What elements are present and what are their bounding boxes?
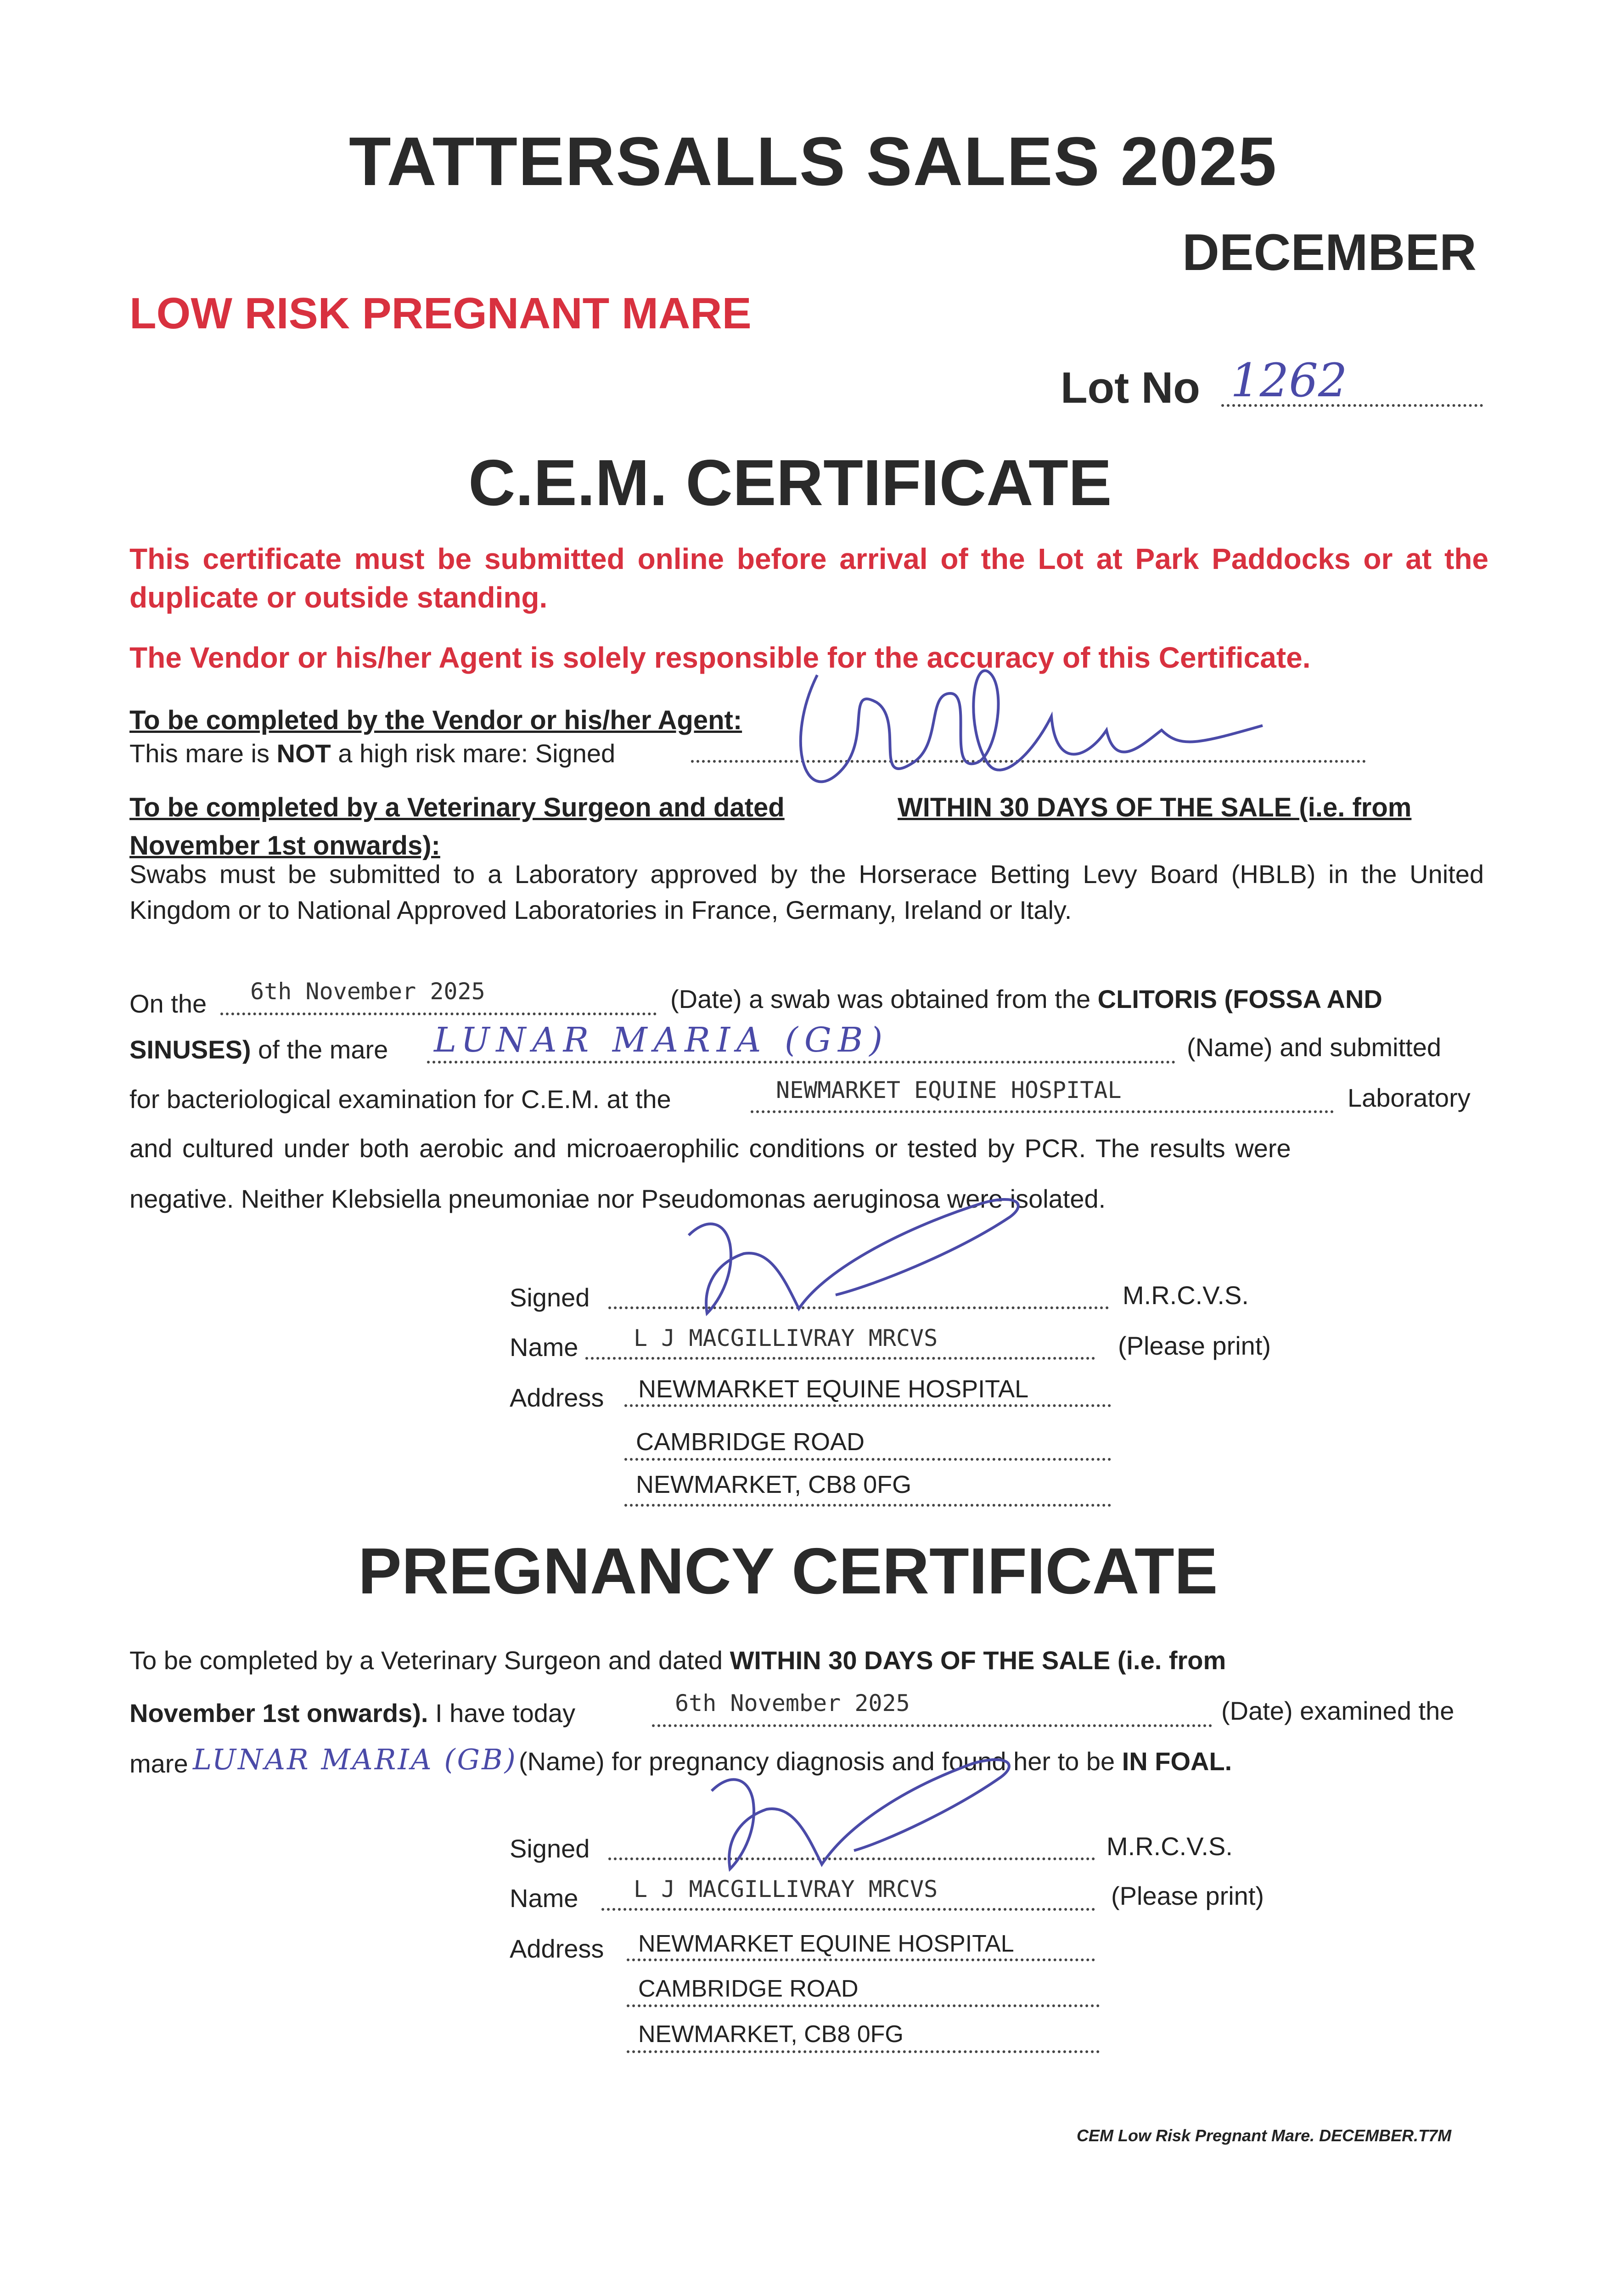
cem-name-submitted: (Name) and submitted bbox=[1187, 1033, 1442, 1062]
preg-address-dotline-3[interactable] bbox=[627, 2050, 1100, 2053]
preg-name-dotline[interactable] bbox=[601, 1908, 1095, 1911]
cem-address-dotline-3[interactable] bbox=[624, 1504, 1111, 1507]
lot-label: Lot No bbox=[1061, 363, 1200, 412]
cem-date-dotline[interactable] bbox=[220, 1013, 657, 1015]
preg-line2 bbox=[129, 1697, 575, 1730]
cem-lab-value: NEWMARKET EQUINE HOSPITAL bbox=[776, 1077, 1122, 1103]
preg-name-value: L J MACGILLIVRAY MRCVS bbox=[634, 1876, 938, 1902]
vendor-line-a: This mare is bbox=[129, 739, 277, 768]
vendor-line-not: NOT bbox=[276, 739, 331, 768]
cem-mrcvs: M.R.C.V.S. bbox=[1123, 1281, 1249, 1310]
preg-line2-c: (Date) examined the bbox=[1221, 1696, 1455, 1725]
preg-line2-b: I have today bbox=[428, 1699, 576, 1728]
preg-mare-label: mare bbox=[129, 1749, 188, 1778]
month-label: DECEMBER bbox=[1182, 224, 1477, 281]
vet-heading-emphasis bbox=[898, 792, 1411, 823]
preg-line1-a: To be completed by a Veterinary Surgeon and dated bbox=[129, 1646, 730, 1675]
cem-please-print: (Please print) bbox=[1118, 1331, 1271, 1360]
preg-address-line-1: NEWMARKET EQUINE HOSPITAL bbox=[638, 1930, 1014, 1957]
cem-signed-label: Signed bbox=[510, 1283, 590, 1312]
cultured-text: and cultured under both aerobic and microaerophilic conditions or tested by PCR. The results were bbox=[129, 1134, 1291, 1163]
preg-date-value: 6th November 2025 bbox=[675, 1690, 910, 1716]
preg-address-dotline-2[interactable] bbox=[627, 2004, 1100, 2007]
vet-heading-b1: WITHIN 30 DAYS OF THE SALE (i.e. from bbox=[898, 793, 1412, 822]
on-the-label: On the bbox=[129, 989, 207, 1018]
vendor-signature bbox=[776, 625, 1281, 817]
cem-notice-submit: This certificate must be submitted online before arrival of the Lot at Park Paddocks or at the duplicate or outside standing. bbox=[129, 542, 1488, 614]
cem-lab-dotline[interactable] bbox=[751, 1110, 1334, 1113]
cem-address-dotline-2[interactable] bbox=[624, 1458, 1111, 1461]
swab-requirements: Swabs must be submitted to a Laboratory approved by the Horserace Betting Levy Board (HBLB) in the United Kingdom or to National Approved Laboratories in France, Germany, Ireland or Italy. bbox=[129, 860, 1484, 924]
laboratory-label: Laboratory bbox=[1348, 1083, 1471, 1112]
preg-mare-name: LUNAR MARIA (GB) bbox=[193, 1743, 517, 1776]
preg-name-label: Name bbox=[510, 1884, 578, 1913]
mare-line bbox=[129, 1033, 388, 1067]
cem-address-line-3: NEWMARKET, CB8 0FG bbox=[636, 1471, 912, 1498]
category-label: LOW RISK PREGNANT MARE bbox=[129, 289, 752, 338]
in-foal-label: IN FOAL. bbox=[1122, 1747, 1232, 1776]
main-title: TATTERSALLS SALES 2025 bbox=[349, 123, 1278, 200]
cem-mare-name: LUNAR MARIA (GB) bbox=[434, 1020, 889, 1060]
cem-name-dotline[interactable] bbox=[585, 1357, 1095, 1360]
vet-heading-line2: November 1st onwards): bbox=[129, 831, 440, 861]
preg-mrcvs: M.R.C.V.S. bbox=[1106, 1832, 1233, 1861]
cem-name-value: L J MACGILLIVRAY MRCVS bbox=[634, 1325, 938, 1351]
cem-title: C.E.M. CERTIFICATE bbox=[468, 446, 1112, 519]
of-the-mare: of the mare bbox=[251, 1035, 388, 1064]
preg-line2-a: November 1st onwards). bbox=[129, 1699, 428, 1728]
footer-reference: CEM Low Risk Pregnant Mare. DECEMBER.T7M bbox=[1077, 2126, 1452, 2145]
vendor-line bbox=[129, 737, 615, 771]
preg-line1-b: WITHIN 30 DAYS OF THE SALE (i.e. from bbox=[730, 1646, 1226, 1675]
cem-notice-responsibility: The Vendor or his/her Agent is solely responsible for the accuracy of this Certificate. bbox=[129, 641, 1311, 674]
cem-date-after-text: (Date) a swab was obtained from the bbox=[670, 985, 1098, 1013]
preg-address-dotline-1[interactable] bbox=[627, 1958, 1095, 1961]
negative-text: negative. Neither Klebsiella pneumoniae nor Pseudomonas aeruginosa were isolated. bbox=[129, 1184, 1106, 1213]
sinuses-label: SINUSES) bbox=[129, 1035, 251, 1064]
cem-address-line-2: CAMBRIDGE ROAD bbox=[636, 1428, 865, 1456]
cem-vet-signature bbox=[634, 1176, 1047, 1332]
lot-number: 1262 bbox=[1230, 354, 1348, 407]
cem-address-dotline-1[interactable] bbox=[624, 1404, 1111, 1407]
vet-heading-a: To be completed by a Veterinary Surgeon and dated bbox=[129, 793, 785, 822]
vendor-line-b: a high risk mare: Signed bbox=[331, 739, 616, 768]
cem-mare-dotline[interactable] bbox=[427, 1061, 1175, 1064]
pregnancy-title: PREGNANCY CERTIFICATE bbox=[358, 1535, 1218, 1608]
preg-line3-a: (Name) for pregnancy diagnosis and found her to be bbox=[519, 1747, 1122, 1776]
for-bact-label: for bacteriological examination for C.E.M. at the bbox=[129, 1085, 671, 1114]
preg-signed-label: Signed bbox=[510, 1834, 590, 1863]
preg-date-dotline[interactable] bbox=[652, 1724, 1212, 1727]
cem-date-value: 6th November 2025 bbox=[250, 978, 485, 1005]
preg-line1 bbox=[129, 1644, 1226, 1677]
cem-address-line-1: NEWMARKET EQUINE HOSPITAL bbox=[638, 1375, 1029, 1403]
clitoris-label: CLITORIS (FOSSA AND bbox=[1097, 985, 1382, 1013]
vendor-heading: To be completed by the Vendor or his/her Agent: bbox=[129, 705, 742, 735]
cem-name-label: Name bbox=[510, 1333, 578, 1362]
vet-heading bbox=[129, 792, 785, 823]
cem-address-label: Address bbox=[510, 1383, 604, 1412]
preg-address-line-2: CAMBRIDGE ROAD bbox=[638, 1975, 859, 2002]
cem-date-after bbox=[670, 983, 1382, 1016]
preg-vet-signature bbox=[670, 1736, 1038, 1883]
preg-address-label: Address bbox=[510, 1934, 604, 1963]
preg-please-print: (Please print) bbox=[1111, 1881, 1264, 1910]
preg-address-line-3: NEWMARKET, CB8 0FG bbox=[638, 2021, 904, 2048]
